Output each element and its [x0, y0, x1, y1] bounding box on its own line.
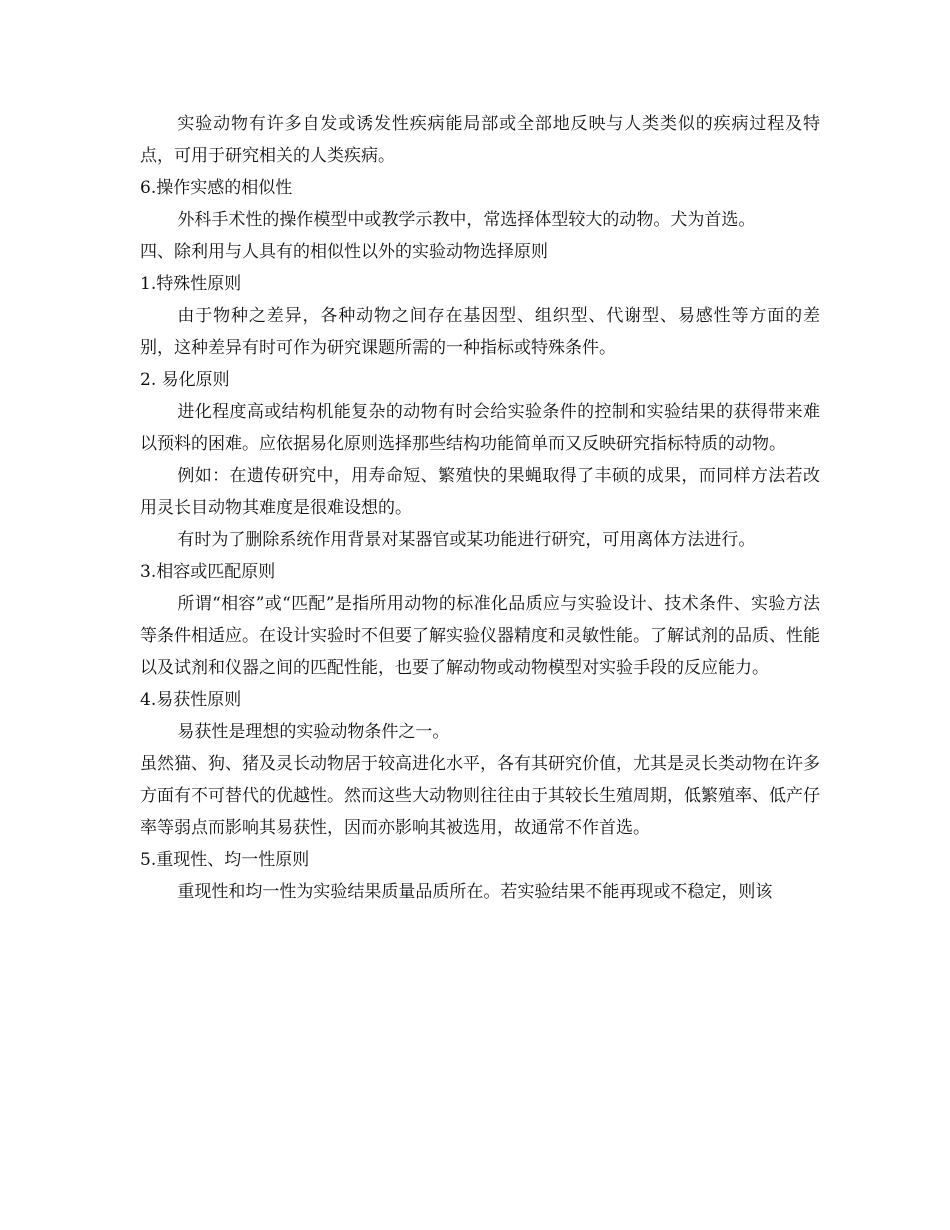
paragraph-evolution-complexity: 进化程度高或结构机能复杂的动物有时会给实验条件的控制和实验结果的获得带来难以预料的困难。应依据易化原则选择那些结构功能简单而又反映研究指标特质的动物。 — [140, 402, 820, 454]
heading-reproducibility-principle: 5.重现性、均一性原则 — [140, 850, 310, 870]
paragraph-in-vitro-method: 有时为了删除系统作用背景对某器官或某功能进行研究，可用离体方法进行。 — [177, 530, 756, 550]
paragraph-spontaneous-disease: 实验动物有许多自发或诱发性疾病能局部或全部地反映与人类类似的疾病过程及特点，可用于研究相关的人类疾病。 — [140, 114, 820, 166]
paragraph-compatibility-definition: 所谓“相容”或“匹配”是指所用动物的标准化品质应与实验设计、技术条件、实验方法等条件相适应。在设计实验时不但要了解实验仪器精度和灵敏性能。了解试剂的品质、性能以及试剂和仪器之间的匹配性能，也要了解动物或动物模型对实验手段的反应能力。 — [140, 594, 820, 678]
paragraph-reproducibility: 重现性和均一性为实验结果质量品质所在。若实验结果不能再现或不稳定，则该 — [177, 882, 773, 902]
heading-operation-similarity: 6.操作实感的相似性 — [140, 178, 293, 198]
heading-simplification-principle: 2. 易化原则 — [140, 370, 230, 390]
paragraph-large-animals: 虽然猫、狗、猪及灵长动物居于较高进化水平，各有其研究价值，尤其是灵长类动物在许多方面有不可替代的优越性。然而这些大动物则往往由于其较长生殖周期，低繁殖率、低产仔率等弱点而影响其易获性，因而亦影响其被选用，故通常不作首选。 — [140, 754, 820, 838]
paragraph-surgical-model: 外科手术性的操作模型中或教学示教中，常选择体型较大的动物。犬为首选。 — [177, 210, 756, 230]
paragraph-availability-ideal: 易获性是理想的实验动物条件之一。 — [177, 722, 450, 742]
paragraph-genetics-example: 例如：在遗传研究中，用寿命短、繁殖快的果蝇取得了丰硕的成果，而同样方法若改用灵长目动物其难度是很难设想的。 — [140, 466, 820, 518]
document-body — [140, 108, 820, 908]
heading-section-four: 四、除利用与人具有的相似性以外的实验动物选择原则 — [140, 242, 548, 262]
heading-compatibility-principle: 3.相容或匹配原则 — [140, 562, 276, 582]
heading-availability-principle: 4.易获性原则 — [140, 690, 242, 710]
paragraph-species-difference: 由于物种之差异，各种动物之间存在基因型、组织型、代谢型、易感性等方面的差别，这种差异有时可作为研究课题所需的一种指标或特殊条件。 — [140, 306, 820, 358]
heading-specificity-principle: 1.特殊性原则 — [140, 274, 242, 294]
